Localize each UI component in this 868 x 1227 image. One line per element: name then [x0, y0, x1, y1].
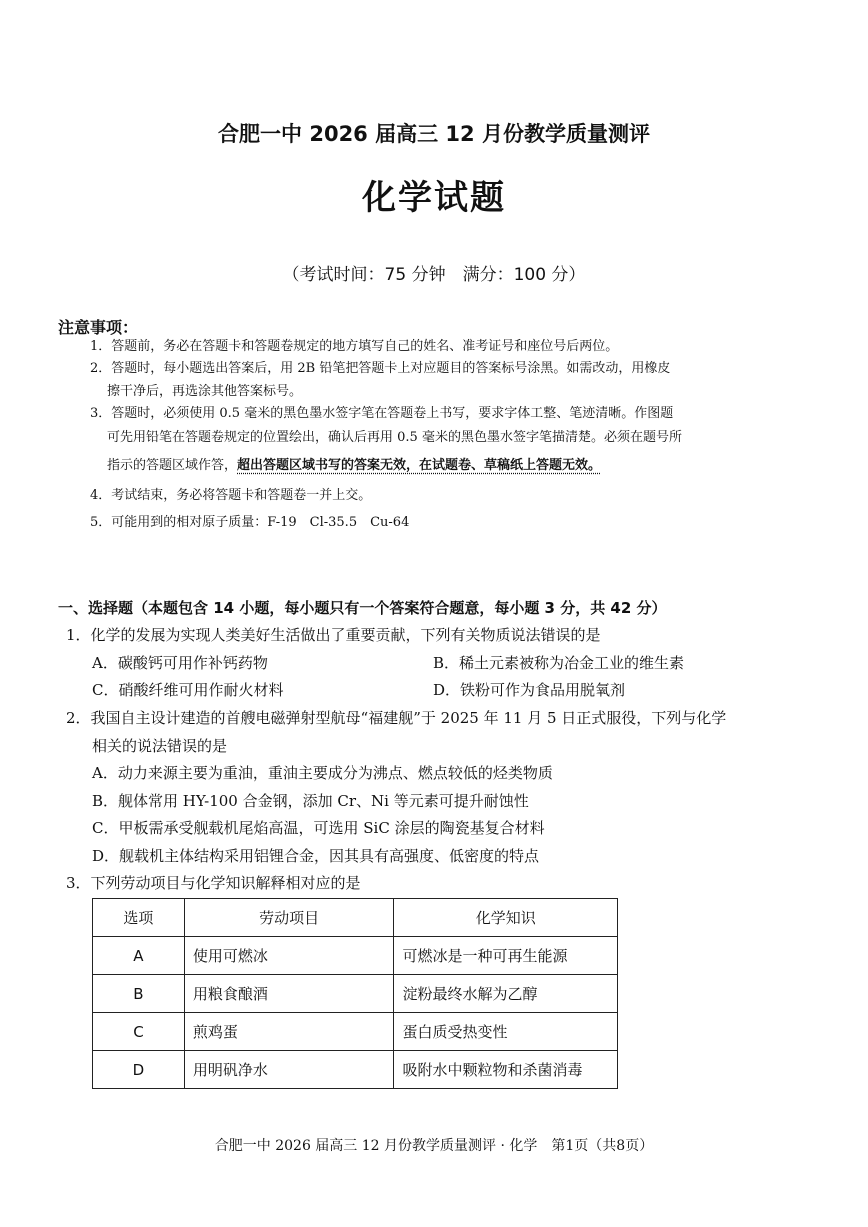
table-row [93, 937, 618, 975]
table-cell: 蛋白质受热变性 [394, 1013, 618, 1051]
table-cell: 使用可燃冰 [184, 937, 394, 975]
note-2-line-1: 2．答题时，每小题选出答案后，用 2B 铅笔把答题卡上对应题目的答案标号涂黑。如需改动，用橡皮 [90, 361, 671, 376]
question-1-option-d: D．铁粉可作为食品用脱氧剂 [433, 681, 626, 699]
table-header-row [93, 899, 618, 937]
notes-heading: 注意事项： [58, 318, 139, 337]
question-1-option-b: B．稀土元素被称为冶金工业的维生素 [433, 654, 685, 672]
question-1-option-c: C．硝酸纤维可用作耐火材料 [92, 681, 284, 699]
note-3-line-3 [107, 457, 601, 475]
question-2-stem-line-1: 2．我国自主设计建造的首艘电磁弹射型航母“福建舰”于 2025 年 11 月 5 日正式服役，下列与化学 [66, 709, 727, 727]
table-header-cell: 化学知识 [394, 899, 618, 937]
table-cell: 可燃冰是一种可再生能源 [394, 937, 618, 975]
table-cell: 用明矾净水 [184, 1051, 394, 1089]
note-3-line-2: 可先用铅笔在答题卷规定的位置绘出，确认后再用 0.5 毫米的黑色墨水签字笔描清楚。必须在题号所 [107, 430, 682, 445]
table-row [93, 1051, 618, 1089]
question-2-option-c: C．甲板需承受舰载机尾焰高温，可选用 SiC 涂层的陶瓷基复合材料 [92, 819, 545, 837]
question-3-table [92, 898, 618, 1089]
table-row [93, 1013, 618, 1051]
table-cell: B [93, 975, 185, 1013]
table-cell: 煎鸡蛋 [184, 1013, 394, 1051]
question-2-stem-line-2: 相关的说法错误的是 [92, 737, 228, 755]
exam-title: 合肥一中 2026 届高三 12 月份教学质量测评 [218, 122, 650, 146]
question-2-option-b: B．舰体常用 HY-100 合金钢，添加 Cr、Ni 等元素可提升耐蚀性 [92, 792, 529, 810]
question-2-option-a: A．动力来源主要为重油，重油主要成分为沸点、燃点较低的烃类物质 [92, 764, 553, 782]
question-1-option-a: A．碳酸钙可用作补钙药物 [92, 654, 268, 672]
question-2-option-d: D．舰载机主体结构采用铝锂合金，因其具有高强度、低密度的特点 [92, 847, 540, 865]
table-cell: 淀粉最终水解为乙醇 [394, 975, 618, 1013]
question-3-stem: 3．下列劳动项目与化学知识解释相对应的是 [66, 874, 361, 892]
subject-title: 化学试题 [362, 178, 506, 218]
note-3-line-1: 3．答题时，必须使用 0.5 毫米的黑色墨水签字笔在答题卷上书写，要求字体工整、笔迹清晰。作图题 [90, 406, 674, 421]
table-row [93, 975, 618, 1013]
note-3-plain-text: 指示的答题区域作答， [107, 458, 238, 473]
note-2-line-2: 擦干净后，再选涂其他答案标号。 [107, 384, 303, 399]
exam-info: （考试时间：75 分钟 满分：100 分） [282, 265, 586, 285]
section-heading: 一、选择题（本题包含 14 小题，每小题只有一个答案符合题意，每小题 3 分，共 42 分） [58, 599, 667, 617]
note-1: 1．答题前，务必在答题卡和答题卷规定的地方填写自己的姓名、准考证号和座位号后两位。 [90, 339, 619, 354]
note-4: 4．考试结束，务必将答题卡和答题卷一并上交。 [90, 488, 372, 503]
note-3-emphasis-text: 超出答题区域书写的答案无效，在试题卷、草稿纸上答题无效。 [237, 458, 602, 473]
table-cell: A [93, 937, 185, 975]
table-cell: 用粮食酿酒 [184, 975, 394, 1013]
table-cell: D [93, 1051, 185, 1089]
table-header-cell: 劳动项目 [184, 899, 394, 937]
question-1-stem: 1．化学的发展为实现人类美好生活做出了重要贡献，下列有关物质说法错误的是 [66, 626, 601, 644]
table-cell: C [93, 1013, 185, 1051]
note-5: 5．可能用到的相对原子质量：F-19 Cl-35.5 Cu-64 [90, 515, 410, 530]
table-cell: 吸附水中颗粒物和杀菌消毒 [394, 1051, 618, 1089]
page-footer: 合肥一中 2026 届高三 12 月份教学质量测评 · 化学 第1页（共8页） [214, 1138, 654, 1154]
table-header-cell: 选项 [93, 899, 185, 937]
